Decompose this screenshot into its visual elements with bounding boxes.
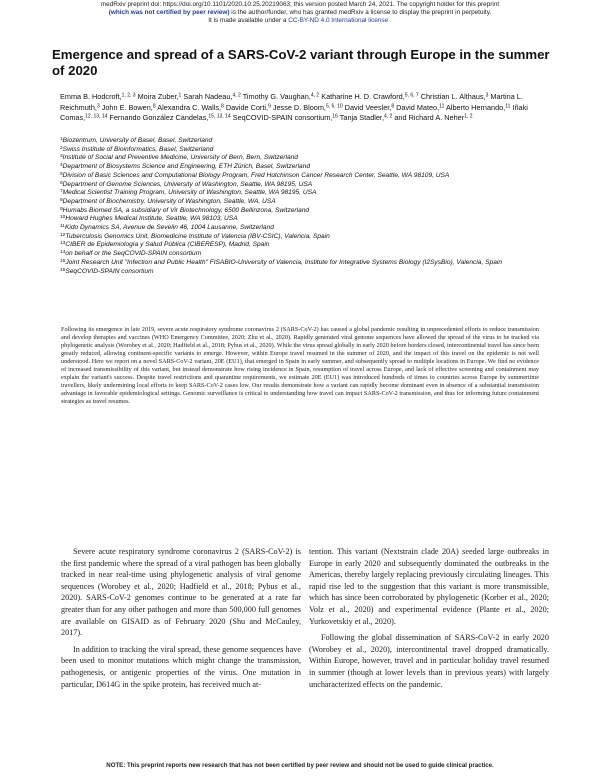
body-paragraph: Severe acute respiratory syndrome coronavirus 2 (SARS-CoV-2) is the first pandemic where the spread of a viral pathogen has been globally tracked in near real-time using phylogenetic analysis of viral genome sequences (Worobey et al., 2020; Hadfield et al., 2018; Pybus et al., 2020). SARS-CoV-2 genomes continue to be generated at a rate far greater than for any other pathogen and more than 500,000 full genomes are available on GISAID as of February 2020 (Shu and McCauley, 2017).: [61, 547, 301, 638]
author-name: Christian L. Althaus,: [418, 92, 486, 101]
author-affiliation-marker: 11: [439, 103, 445, 110]
affiliation-text: Department of Biosystems Science and Engineering, ETH Zürich, Basel, Switzerland: [62, 163, 311, 171]
affiliation-list: [60, 137, 545, 276]
affiliation-number: 14: [60, 250, 66, 256]
author-name: Sarah Nadeau,: [181, 92, 233, 101]
author-affiliation-marker: 8: [391, 103, 395, 110]
affiliation-number: 13: [60, 241, 66, 247]
preprint-banner: [0, 1, 600, 24]
author-name: David Mateo,: [394, 102, 440, 112]
author-affiliation-marker: 11: [505, 103, 511, 110]
affiliation-item: [60, 259, 545, 268]
affiliation-number: 16: [60, 267, 66, 273]
affiliation-item: [60, 154, 545, 163]
author-affiliation-marker: 4, 2: [384, 113, 393, 120]
author-affiliation-marker: 8: [221, 103, 224, 110]
affiliation-item: [60, 163, 545, 172]
banner-period: .: [388, 16, 392, 24]
affiliation-number: 6: [60, 180, 63, 186]
author-affiliation-marker: 12, 13, 14: [85, 113, 108, 120]
author-name: David Veesler,: [342, 102, 392, 112]
preprint-disclaimer-footer: NOTE: This preprint reports new research that has not been certified by peer review and should not be used to guide clinical practice.: [106, 762, 494, 769]
banner-line-license: [0, 17, 600, 25]
affiliation-text: SeqCOVID-SPAIN consortium: [65, 267, 154, 275]
affiliation-number: 15: [60, 258, 66, 264]
author-affiliation-marker: 5, 6, 10: [325, 103, 343, 110]
author-affiliation-marker: 15, 13, 14: [208, 113, 231, 120]
affiliation-item: [60, 198, 545, 207]
affiliation-text: Department of Biochemistry, University of Washington, Seattle, WA, USA: [62, 197, 276, 205]
author-name: Timothy G. Vaughan,: [240, 92, 311, 101]
author-affiliation-marker: 9: [268, 103, 271, 110]
affiliation-text: Joint Research Unit "Infection and Public Health" FISABIO-University of Valencia, Institute for Integrative Systems Biology (I2SysBio), Valencia, Spain: [65, 258, 502, 266]
author-affiliation-marker: 8: [152, 103, 156, 110]
author-affiliation-marker: 4, 2: [232, 92, 241, 99]
author-name: and Richard A. Neher: [392, 113, 465, 123]
author-name: Tanja Stadler,: [337, 113, 384, 123]
paper-title: Emergence and spread of a SARS-CoV-2 variant through Europe in the summer of 2020: [52, 47, 550, 78]
affiliation-item: [60, 268, 545, 277]
affiliation-item: [60, 137, 545, 146]
banner-line-license-holder: [0, 9, 600, 17]
author-affiliation-marker: 16: [332, 113, 338, 120]
affiliation-text: Humabs Biomed SA, a subsidiary of Vir Biotechnology, 6500 Bellinzona, Switzerland: [62, 206, 310, 214]
affiliation-text: Swiss Institute of Bioinformatics, Basel, Switzerland: [62, 145, 214, 153]
author-name: Martina L. Reichmuth,: [60, 92, 523, 112]
author-affiliation-marker: 1: [178, 92, 182, 99]
affiliation-item: [60, 241, 545, 250]
affiliation-text: on behalf or the SeqCOVID-SPAIN consortium: [65, 250, 202, 258]
author-affiliation-marker: 1, 2: [464, 113, 473, 120]
affiliation-item: [60, 172, 545, 181]
author-name: Moira Zuber,: [135, 92, 179, 101]
affiliation-item: [60, 224, 545, 233]
body-column-left: [61, 546, 301, 690]
affiliation-number: 12: [60, 232, 66, 238]
affiliation-number: 10: [60, 215, 66, 221]
author-affiliation-marker: 3: [485, 92, 489, 99]
affiliation-text: Biozentrum, University of Basel, Basel, Switzerland: [62, 137, 213, 144]
affiliation-item: [60, 215, 545, 224]
author-name: SeqCOVID-SPAIN consortium,: [230, 113, 333, 123]
author-name: Alexandra C. Walls,: [155, 102, 222, 112]
author-name: Katharine H. D. Crawford,: [319, 92, 405, 101]
affiliation-item: [60, 181, 545, 190]
affiliation-text: Division of Basic Sciences and Computational Biology Program, Fred Hutchinson Cancer Research Center, Seattle, WA 98109, USA: [62, 171, 450, 179]
affiliation-text: Howard Hughes Medical Institute, Seattle, WA 98103, USA: [65, 215, 238, 223]
affiliation-text: CIBER de Epidemiología y Salud Pública (CIBERESP), Madrid, Spain: [65, 241, 270, 249]
affiliation-text: Tuberculosis Genomics Unit, Biomedicine Institute of Valencia (IBV-CSIC), Valencia, Spain: [65, 232, 330, 240]
author-affiliation-marker: 3: [96, 103, 100, 110]
body-paragraph: Following the global dissemination of SARS-CoV-2 in early 2020 (Worobey et al., 2020), intercontinental travel dropped dramatically. Within Europe, however, travel and in particular holiday travel resumed in summer (though at lower levels than in previous years) with largely uncharacterized effects on the pandemic.: [309, 633, 549, 689]
abstract: Following its emergence in late 2019, severe acute respiratory syndrome coronavirus 2 (SARS-CoV-2) has caused a global pandemic resulting in unprecedented efforts to reduce transmission and develop therapies and vaccines (WHO Emergency Committee, 2020; Zhu et al., 2020). Rapidly generated viral genome sequences have allowed the spread of the virus to be tracked via phylogenetic analysis (Worobey et al., 2020; Hadfield et al., 2018; Pybus et al., 2020). While the virus spread globally in early 2020 before borders closed, intercontinental travel has since been greatly reduced, allowing continent-specific variants to emerge. However, within Europe travel resumed in the summer of 2020, and the impact of this travel on the epidemic is not well understood. Here we report on a novel SARS-CoV-2 variant, 20E (EU1), that emerged in Spain in early summer, and subsequently spread to multiple locations in Europe. We find no evidence of increased transmissibility of this variant, but instead demonstrate how rising incidence in Spain, resumption of travel across Europe, and lack of effective screening and containment may explain the variant's success. Despite travel restrictions and quarantine requirements, we estimate 20E (EU1) was introduced hundreds of times to countries across Europe by summertime travellers, likely undermining local efforts to keep SARS-CoV-2 cases low. Our results demonstrate how a variant can rapidly become dominant even in absence of a substantial transmission advantage in favorable epidemiological settings. Genomic surveillance is critical to understanding how travel can impact SARS-CoV-2 transmission, and thus for informing future containment strategies as travel resumes.: [61, 326, 539, 406]
banner-line-doi: medRxiv preprint doi: https://doi.org/10.1101/2020.10.25.20219063; this version posted March 24, 2021. The copyright holder for this preprint: [100, 1, 500, 8]
affiliation-text: Institute of Social and Preventive Medicine, University of Bern, Bern, Switzerland: [62, 154, 298, 162]
affiliation-number: 3: [60, 154, 63, 160]
body-paragraph: tention. This variant (Nextstrain clade 20A) seeded large outbreaks in Europe in early 2020 and subsequently dominated the outbreaks in the Americas, thereby largely replacing previously circulating lineages. This rapid rise led to the suggestion that this variant is more transmissible, which has since been corroborated by phylogenetic (Korber et al., 2020; Volz et al., 2020) and experimental evidence (Plante et al., 2020; Yurkovetskiy et al., 2020).: [309, 547, 549, 626]
author-affiliation-marker: 1, 2, 3: [121, 92, 136, 99]
affiliation-number: 8: [60, 197, 63, 203]
author-name: Fernando González Candelas,: [107, 113, 209, 123]
affiliation-item: [60, 189, 545, 198]
affiliation-number: 11: [60, 224, 65, 230]
author-name: Jesse D. Bloom,: [270, 102, 326, 112]
author-list: [60, 92, 545, 124]
banner-available-text: It is made available under a: [208, 16, 289, 24]
author-name: Iñaki Comas,: [60, 102, 528, 123]
author-affiliation-marker: 4, 2: [310, 92, 320, 99]
banner-license-text: is the author/funder, who has granted medRxiv a license to display the preprint in perpetuity.: [229, 8, 492, 16]
banner-peer-review-note: (which was not certified by peer review): [108, 8, 230, 16]
affiliation-item: [60, 250, 545, 259]
author-name: John E. Bowen,: [99, 102, 153, 112]
affiliation-number: 4: [60, 163, 63, 169]
affiliation-text: Department of Genome Sciences, University of Washington, Seattle, WA 98195, USA: [62, 180, 313, 188]
affiliation-text: Kido Dynamics SA, Avenue de Sevelin 46, 1004 Lausanne, Switzerland: [64, 224, 274, 232]
affiliation-number: 5: [60, 171, 63, 177]
author-name: Alberto Hernando,: [444, 102, 506, 112]
body-paragraph: In addition to tracking the viral spread, these genome sequences have been used to monitor mutations which might change the transmission, pathogenesis, or antigenic properties of the virus. One mutation in particular, D614G in the spike protein, has received much at-: [61, 644, 301, 689]
license-link[interactable]: CC-BY-ND 4.0 International license: [288, 16, 389, 24]
author-affiliation-marker: 5, 6, 7: [404, 92, 419, 99]
author-name: Davide Corti,: [223, 102, 269, 112]
affiliation-number: 1: [60, 137, 63, 142]
affiliation-text: Medical Scientist Training Program, University of Washington, Seattle, WA 98195, USA: [62, 189, 317, 197]
affiliation-number: 9: [60, 206, 63, 212]
affiliation-number: 2: [60, 145, 63, 151]
body-column-right: [309, 546, 549, 690]
affiliation-number: 7: [60, 189, 63, 195]
author-name: Emma B. Hodcroft,: [60, 92, 122, 101]
